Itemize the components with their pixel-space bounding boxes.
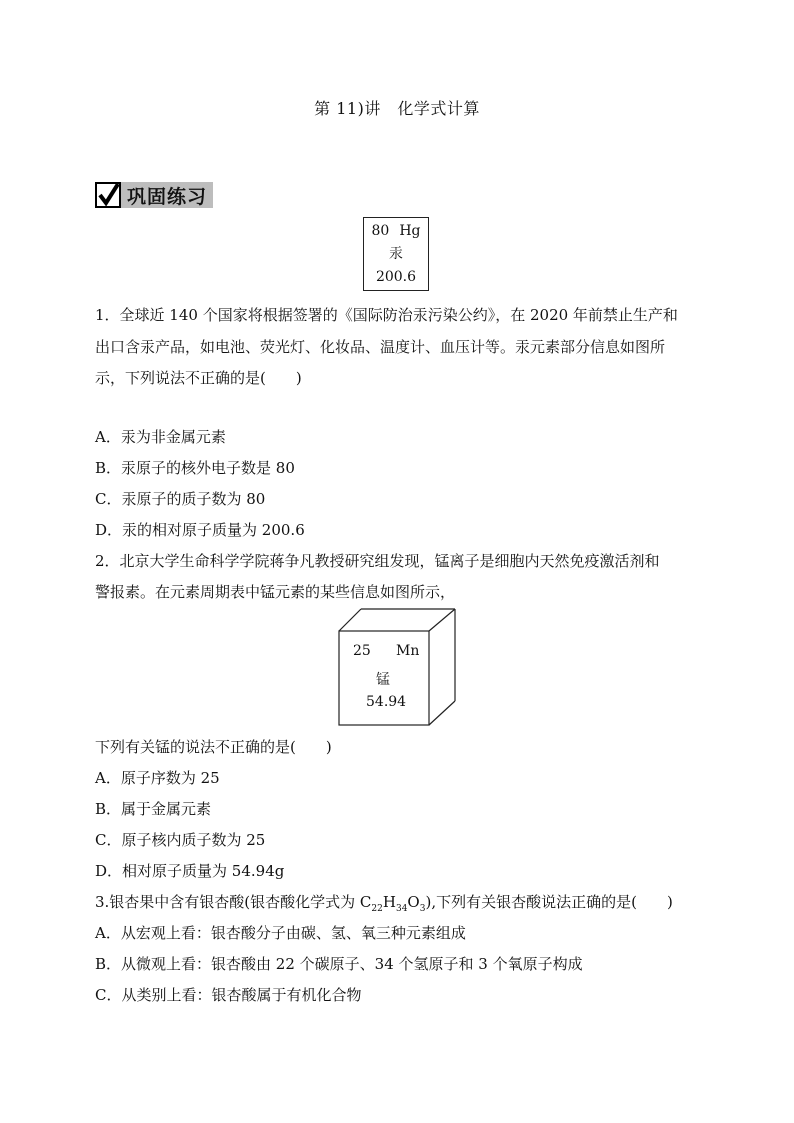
q2-option-a: A．原子序数为 25 xyxy=(95,769,220,787)
mn-symbol: Mn xyxy=(396,643,420,659)
q1-line: 1．全球近 140 个国家将根据签署的《国际防治汞污染公约》，在 2020 年前禁止生产和 xyxy=(95,306,678,324)
q2-stem: 下列有关锰的说法不正确的是( ) xyxy=(95,738,332,756)
q1-line: 示，下列说法不正确的是( ) xyxy=(95,369,302,387)
mn-element-card xyxy=(338,608,458,726)
q3-option-a: A．从宏观上看：银杏酸分子由碳、氢、氧三种元素组成 xyxy=(95,924,466,942)
q3-stem: 3.银杏果中含有银杏酸(银杏酸化学式为 $C_{22}H_{34}O_3$),下列有关银杏酸说法正确的是( ) xyxy=(95,893,673,914)
q2-option-b: B．属于金属元素 xyxy=(95,800,212,818)
hg-atomic-number: 80 xyxy=(371,223,390,239)
q1-option-a: A．汞为非金属元素 xyxy=(95,428,226,446)
q2-option-c: C．原子核内质子数为 25 xyxy=(95,831,266,849)
hg-mass: 200.6 xyxy=(375,269,417,285)
mn-mass: 54.94 xyxy=(366,694,407,710)
page-title: 第 11)讲 化学式计算 xyxy=(314,99,480,118)
q2-line: 警报素。在元素周期表中锰元素的某些信息如图所示， xyxy=(95,583,456,601)
check-icon xyxy=(95,182,121,208)
hg-symbol: Hg xyxy=(399,223,421,239)
mn-atomic-number: 25 xyxy=(353,643,371,659)
hg-element-card xyxy=(363,217,429,291)
q1-option-d: D．汞的相对原子质量为 200.6 xyxy=(95,521,305,539)
q3-option-c: C．从类别上看：银杏酸属于有机化合物 xyxy=(95,986,362,1004)
q1-line: 出口含汞产品，如电池、荧光灯、化妆品、温度计、血压计等。汞元素部分信息如图所 xyxy=(95,338,666,356)
section-badge xyxy=(95,182,213,208)
section-label: 巩固练习 xyxy=(121,182,213,208)
q1-option-c: C．汞原子的质子数为 80 xyxy=(95,490,266,508)
hg-name: 汞 xyxy=(389,246,403,262)
q1-option-b: B．汞原子的核外电子数是 80 xyxy=(95,459,295,477)
mn-name: 锰 xyxy=(376,672,390,688)
q2-option-d: D．相对原子质量为 54.94g xyxy=(95,862,285,880)
q3-option-b: B．从微观上看：银杏酸由 22 个碳原子、34 个氢原子和 3 个氧原子构成 xyxy=(95,955,583,973)
q2-line: 2．北京大学生命科学学院蒋争凡教授研究组发现，锰离子是细胞内天然免疫激活剂和 xyxy=(95,552,660,570)
